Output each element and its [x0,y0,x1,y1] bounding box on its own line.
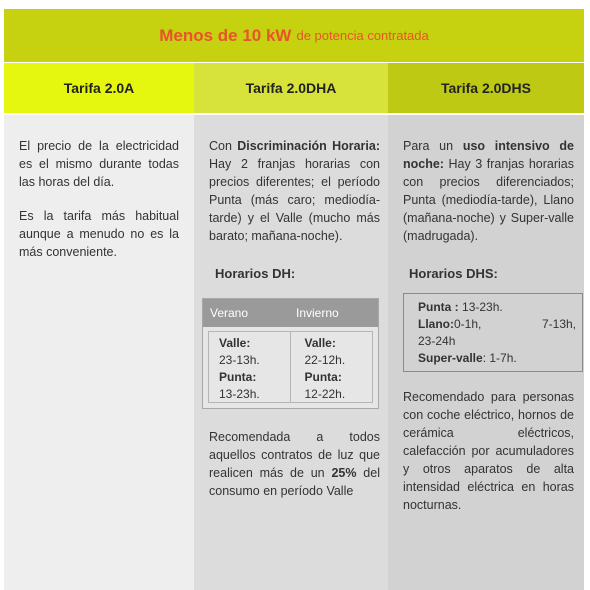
dhs-llano-row [418,316,576,333]
dh-winter-cell [290,331,373,403]
dh-summer-cell [208,331,290,403]
col2-rec-suffix: del consumo en período Valle [209,466,380,498]
dh-winter-valle: 22-12h. [304,353,346,367]
dhs-schedule-box [403,293,583,372]
title-sub: de potencia contratada [296,28,429,43]
dhs-supervalle-row [418,350,576,367]
col2-description [209,137,380,245]
dh-summer-punta: 13-23h. [219,387,260,401]
dh-summer-punta-label: Punta: [219,370,257,384]
col2-intro-prefix: Con [209,139,232,153]
dh-summer-valle-label: Valle: [219,336,251,350]
col3-intro-bold: uso intensivo de noche: [403,139,574,171]
col1-note: Es la tarifa más habitual aunque a menudo no es la más conveniente. [19,209,179,259]
dh-schedule-table [202,298,379,409]
col2-rec-prefix: Recomendada a todos aquellos contratos de luz que realicen más de un [209,430,380,480]
col3-intro-prefix: Para un [403,139,454,153]
dhs-llano-c: 23-24h [418,334,456,348]
column-tarifa-2-0dha [194,115,388,590]
col1-description: El precio de la electricidad es el mismo durante todas las horas del día. [19,139,179,189]
dh-summer-valle: 23-13h. [219,353,260,367]
col2-intro-rest: Hay 2 franjas horarias con precios diferentes; el período Punta (más caro; mediodía- tarde) y el Valle (mucho más barato; mañana-noche). [209,157,380,243]
dh-winter-punta: 12-22h. [304,387,346,401]
dhs-punta-row [418,299,576,316]
dhs-punta: 13-23h. [462,300,503,314]
dh-schedule-title: Horarios DH: [215,266,296,281]
tariff-comparison [4,9,584,590]
title-main: Menos de 10 kW [159,25,292,45]
col3-recommendation: Recomendado para personas con coche eléctrico, hornos de cerámica eléctricos, calefacción por acumuladores y otros aparatos de alta intensidad eléctrica en horas nocturnas. [403,390,574,512]
col2-intro-bold: Discriminación Horaria: [237,139,380,153]
tariff-headers [4,63,584,113]
dh-winter-punta-label: Punta: [304,370,342,384]
col2-rec-bold: 25% [331,466,357,480]
header-tarifa-2-0dha: Tarifa 2.0DHA [194,63,388,113]
dh-col-winter: Invierno [296,306,339,320]
dhs-schedule-title: Horarios DHS: [409,266,498,281]
dhs-supervalle-label: Super-valle [418,351,483,365]
column-tarifa-2-0a [4,115,194,590]
header-tarifa-2-0a: Tarifa 2.0A [4,63,194,113]
col3-description [403,137,574,245]
tariff-columns [4,115,584,590]
dh-col-summer: Verano [210,306,249,320]
col3-intro-rest: Hay 3 franjas horarias con precios diferenciados; Punta (mediodía-tarde), Llano (mañana-noche) y Super-valle (madrugada). [403,157,574,243]
dhs-punta-label: Punta : [418,300,459,314]
col2-recommendation [209,428,380,500]
dhs-llano-label: Llano: [418,317,454,331]
header-tarifa-2-0dhs: Tarifa 2.0DHS [388,63,584,113]
dhs-llano-a: 0-1h, [454,317,482,331]
column-tarifa-2-0dhs [388,115,584,590]
dh-table-header [203,299,378,327]
dhs-supervalle: : 1-7h. [482,351,517,365]
dh-winter-valle-label: Valle: [304,336,336,350]
title-bar [4,9,584,62]
dhs-llano-b: 7-13h, [541,317,576,331]
